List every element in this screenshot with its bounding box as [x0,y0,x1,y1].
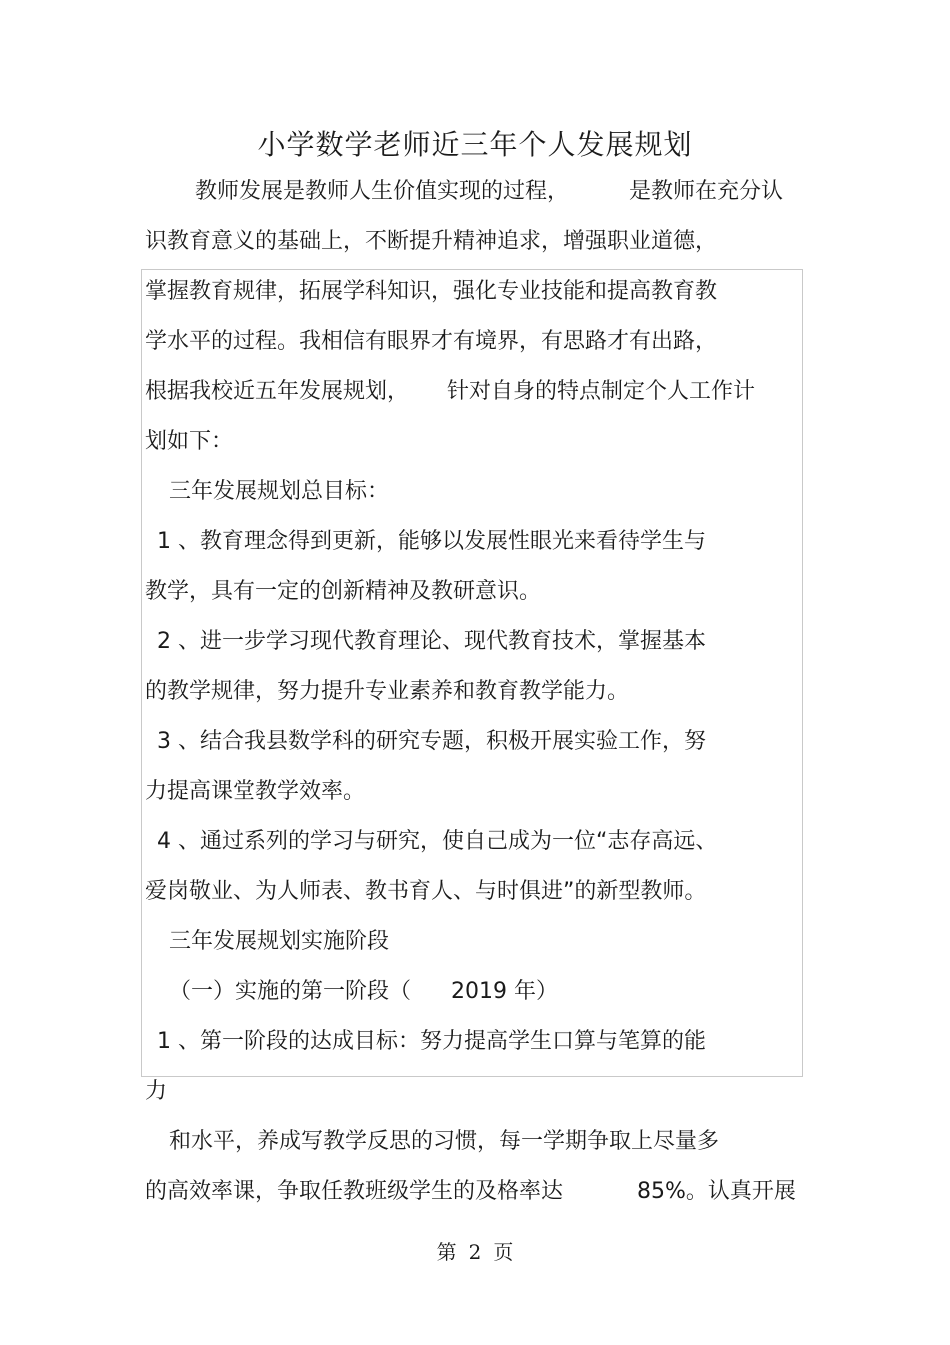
page-number: 2 [468,1240,482,1264]
list-item [145,822,805,862]
paragraph-line [145,672,805,712]
line-text: （一）实施的第一阶段（ [169,979,412,1004]
line-text: 4 、通过系列的学习与研究，使自己成为一位“志存高远、 [157,829,718,854]
paragraph-line [145,222,805,262]
line-text: 划如下： [145,429,234,454]
paragraph-line [145,1122,805,1162]
line-text: 2019 年） [451,979,558,1004]
page-number-suffix: 页 [493,1240,514,1264]
line-text: 的高效率课，争取任教班级学生的及格率达 [145,1179,564,1204]
paragraph-line [145,372,805,412]
section-heading [145,472,805,512]
paragraph-line [145,1072,805,1112]
list-item [145,622,805,662]
line-text: 掌握教育规律，拓展学科知识，强化专业技能和提高教育教 [145,279,718,304]
list-item [145,1022,805,1062]
line-text: 2 、进一步学习现代教育理论、现代教育技术，掌握基本 [157,629,706,654]
page-footer [0,1237,950,1267]
paragraph-line [145,272,805,312]
line-text: 和水平，养成写教学反思的习惯，每一学期争取上尽量多 [169,1129,720,1154]
line-text: 力 [145,1079,168,1104]
line-text: 爱岗敬业、为人师表、教书育人、与时俱进”的新型教师。 [145,879,707,904]
line-text: 力提高课堂教学效率。 [145,779,366,804]
section-heading [145,922,805,962]
paragraph-line [145,772,805,812]
paragraph-line [145,422,805,462]
line-text: 是教师在充分认 [629,179,784,204]
line-text: 学水平的过程。我相信有眼界才有境界，有思路才有出路， [145,329,718,354]
line-text: 三年发展规划总目标： [169,479,390,504]
subsection-heading [145,972,805,1012]
list-item [145,522,805,562]
line-text: 根据我校近五年发展规划， [145,379,410,404]
list-item [145,722,805,762]
paragraph-line [145,172,805,212]
line-text: 教师发展是教师人生价值实现的过程， [195,179,570,204]
page-number-prefix: 第 [436,1240,457,1264]
line-text: 1 、第一阶段的达成目标：努力提高学生口算与笔算的能 [157,1029,706,1054]
line-text: 针对自身的特点制定个人工作计 [447,379,756,404]
paragraph-line [145,322,805,362]
line-text: 三年发展规划实施阶段 [169,929,390,954]
line-text: 的教学规律，努力提升专业素养和教育教学能力。 [145,679,630,704]
line-text: 3 、结合我县数学科的研究专题，积极开展实验工作，努 [157,729,706,754]
line-text: 85%。认真开展 [637,1179,796,1204]
paragraph-line [145,1172,805,1212]
paragraph-line [145,872,805,912]
line-text: 教学，具有一定的创新精神及教研意识。 [145,579,542,604]
document-title: 小学数学老师近三年个人发展规划 [257,128,693,161]
paragraph-line [145,572,805,612]
line-text: 识教育意义的基础上，不断提升精神追求，增强职业道德， [145,229,718,254]
line-text: 1 、教育理念得到更新，能够以发展性眼光来看待学生与 [157,529,706,554]
